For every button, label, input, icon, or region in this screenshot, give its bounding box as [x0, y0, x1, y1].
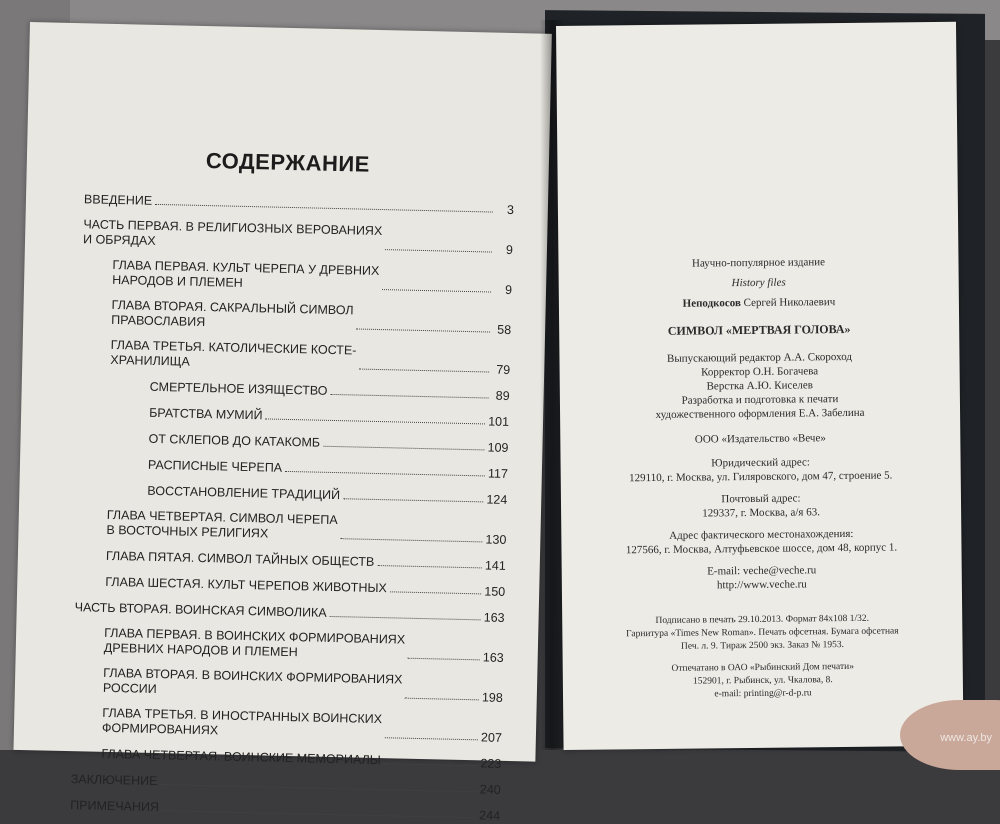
corrector-credit: Корректор О.Н. Богачева [701, 365, 819, 379]
toc-entry-page: 117 [487, 466, 509, 481]
toc-dot-leader [323, 446, 485, 451]
toc-dot-leader [330, 616, 481, 620]
toc-entry-page: 141 [484, 558, 506, 573]
toc-entry-label: ГЛАВА ТРЕТЬЯ. В ИНОСТРАННЫХ ВОИНСКИХ ФОРМИРОВАНИЯХ [101, 705, 383, 738]
toc-entry-label: ЧАСТЬ ВТОРАЯ. ВОИНСКАЯ СИМВОЛИКА [74, 600, 327, 620]
publisher-email: E-mail: veche@veche.ru [707, 564, 817, 578]
toc-entry-label: ГЛАВА ЧЕТВЕРТАЯ. ВОИНСКИЕ МЕМОРИАЛЫ [101, 746, 381, 768]
toc-entry-page: 130 [485, 532, 507, 547]
toc-dot-leader [330, 394, 488, 399]
toc-entry-page: 109 [487, 440, 509, 455]
design-credit-line1: Разработка и подготовка к печати [681, 393, 839, 407]
toc-entry-page: 9 [505, 242, 514, 258]
legal-address: 129110, г. Москва, ул. Гиляровского, дом 47, строение 5. [629, 469, 893, 485]
toc-entry-page: 163 [482, 650, 504, 665]
toc-dot-leader [162, 810, 476, 818]
printer-line1: Отпечатано в ОАО «Рыбинский Дом печати» [671, 661, 854, 674]
print-details-line1: Подписано в печать 29.10.2013. Формат 84х108 1/32. [655, 613, 870, 626]
toc-dot-leader [340, 538, 482, 542]
legal-address-label: Юридический адрес: [711, 456, 810, 470]
toc-entry-page: 198 [481, 690, 503, 705]
series-name: History files [731, 276, 786, 290]
toc-entry-label: ГЛАВА ПЕРВАЯ. В ВОИНСКИХ ФОРМИРОВАНИЯХ ДРЕВНИХ НАРОДОВ И ПЛЕМЕН [103, 625, 406, 660]
toc-dot-leader [356, 328, 490, 332]
toc-entry-label: БРАТСТВА МУМИЙ [149, 405, 263, 423]
toc-entry-label: ГЛАВА ЧЕТВЕРТАЯ. СИМВОЛ ЧЕРЕПА В ВОСТОЧНЫХ РЕЛИГИЯХ [106, 507, 338, 541]
layout-credit: Верстка А.Ю. Киселев [706, 379, 814, 393]
print-details-line2: Гарнитура «Times New Roman». Печать офсетная. Бумага офсетная [626, 626, 899, 640]
toc-entry-page: 89 [495, 388, 510, 403]
toc-entry-label: ЗАКЛЮЧЕНИЕ [70, 772, 158, 789]
toc-entry-page: 244 [479, 808, 501, 823]
print-details-line3: Печ. л. 9. Тираж 2500 экз. Заказ № 1953. [680, 640, 845, 652]
toc-dot-leader [382, 289, 491, 292]
toc-dot-leader [343, 498, 483, 502]
toc-dot-leader [359, 369, 489, 373]
toc-entry-label: РАСПИСНЫЕ ЧЕРЕПА [147, 457, 283, 475]
left-page-contents [13, 22, 551, 823]
toc-dot-leader [405, 698, 479, 701]
toc-entry-label: ОТ СКЛЕПОВ ДО КАТАКОМБ [148, 431, 321, 450]
toc-entry-page: 150 [484, 584, 506, 599]
toc-dot-leader [408, 658, 480, 661]
toc-entry-label: ВВЕДЕНИЕ [83, 192, 153, 208]
toc-entry-page: 124 [486, 492, 508, 507]
toc-entry-label: ГЛАВА ТРЕТЬЯ. КАТОЛИЧЕСКИЕ КОСТЕ- ХРАНИЛИЩА [110, 337, 357, 369]
publisher-website: http://www.veche.ru [716, 578, 807, 592]
toc-dot-leader [385, 249, 492, 252]
toc-entry-label: СМЕРТЕЛЬНОЕ ИЗЯЩЕСТВО [149, 379, 328, 398]
watermark: www.ay.by [940, 732, 992, 744]
toc-entry-label: ГЛАВА ПЕРВАЯ. КУЛЬТ ЧЕРЕПА У ДРЕВНИХ НАРОДОВ И ПЛЕМЕН [112, 257, 380, 290]
toc-entry-label: ГЛАВА ВТОРАЯ. В ВОИНСКИХ ФОРМИРОВАНИЯХ РОССИИ [102, 665, 403, 697]
actual-address-label: Адрес фактического местонахождения: [669, 527, 854, 542]
toc-entry-page: 223 [480, 756, 502, 771]
toc-entry-page: 9 [504, 282, 513, 298]
toc-dot-leader [385, 737, 478, 740]
toc-dot-leader [377, 565, 482, 568]
toc-entry-label: ВОССТАНОВЛЕНИЕ ТРАДИЦИЙ [147, 483, 341, 503]
author [559, 294, 959, 312]
right-page-imprint [556, 22, 964, 750]
publisher-name: ООО «Издательство «Вече» [694, 432, 826, 446]
postal-address: 129337, г. Москва, а/я 63. [702, 506, 821, 520]
toc-entry-page: 79 [496, 362, 511, 377]
postal-address-label: Почтовый адрес: [721, 492, 801, 506]
printer-line2: 152901, г. Рыбинск, ул. Чкалова, 8. [692, 675, 833, 687]
toc-entry-page: 101 [488, 414, 510, 429]
toc-entry-page: 207 [480, 730, 503, 745]
book-title: СИМВОЛ «МЕРТВАЯ ГОЛОВА» [667, 321, 851, 338]
printer-line3: e-mail: printing@r-d-p.ru [714, 688, 812, 700]
edition-type: Научно-популярное издание [691, 256, 826, 270]
author-names: Сергей Николаевич [743, 296, 836, 310]
toc-entry-label: ГЛАВА ШЕСТАЯ. КУЛЬТ ЧЕРЕПОВ ЖИВОТНЫХ [105, 574, 387, 596]
toc-dot-leader [390, 591, 482, 594]
toc-entry-label: ЧАСТЬ ПЕРВАЯ. В РЕЛИГИОЗНЫХ ВЕРОВАНИЯХ И ОБРЯДАХ [82, 217, 383, 248]
actual-address: 127566, г. Москва, Алтуфьевское шоссе, дом 48, корпус 1. [625, 541, 898, 557]
toc-entry-label: ГЛАВА ВТОРАЯ. САКРАЛЬНЫЙ СИМВОЛ ПРАВОСЛАВИЯ [111, 297, 354, 330]
toc-entry-page: 240 [479, 782, 501, 797]
toc-entry-page: 163 [483, 610, 505, 625]
contents-heading: СОДЕРЖАНИЕ [205, 148, 371, 177]
toc-entry-label: ГЛАВА ПЯТАЯ. СИМВОЛ ТАЙНЫХ ОБЩЕСТВ [105, 548, 375, 569]
design-credit-line2: художественного оформления Е.А. Забелина [655, 406, 865, 421]
toc-dot-leader [384, 763, 478, 766]
toc-entry-page: 3 [506, 202, 515, 218]
toc-entry-label: ПРИМЕЧАНИЯ [70, 798, 160, 815]
editor-credit: Выпускающий редактор А.А. Скороход [666, 350, 853, 365]
toc-entry-page: 58 [497, 322, 512, 337]
contents-list [70, 181, 514, 823]
author-surname: Неподкосов [682, 297, 741, 310]
